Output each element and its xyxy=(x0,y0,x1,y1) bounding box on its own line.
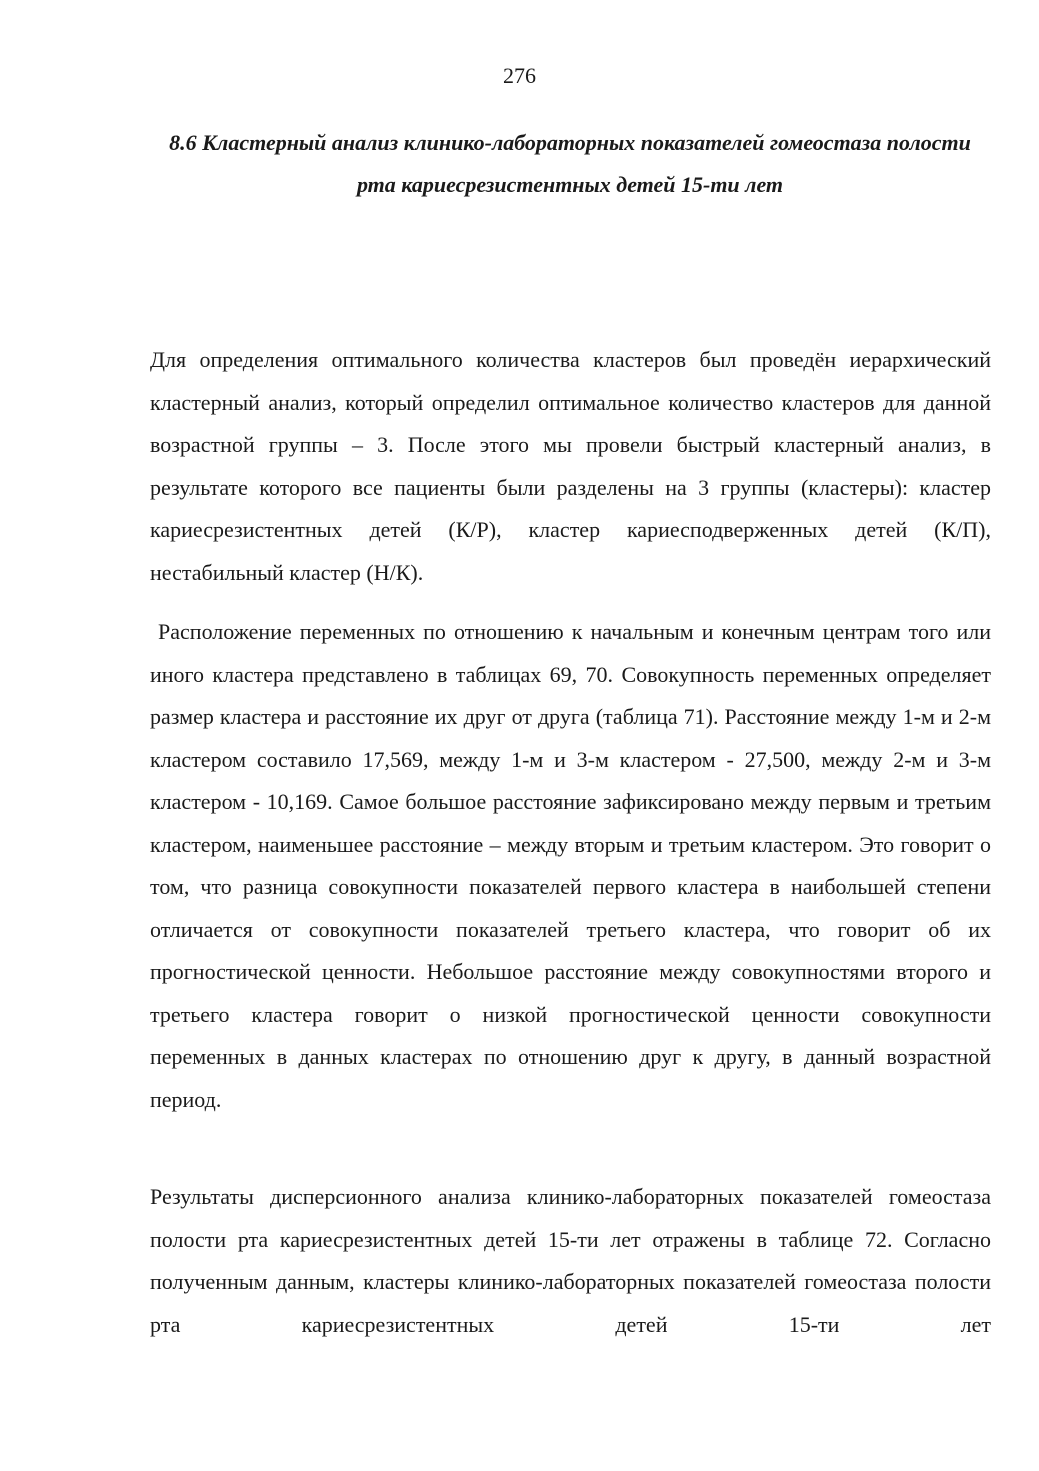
paragraph-text: Расположение переменных по отношению к начальным и конечным центрам того или иного кластера представлено в таблицах 69, 70. Совокупность переменных определяет размер кластера и расстояние их друг от друга (таблица 71). Расстояние между 1-м и 2-м кластером составило 17,569, между 1-м и 3-м кластером - 27,500, между 2-м и 3-м кластером - 10,169. Самое большое расстояние зафиксировано между первым и третьим кластером, наименьшее расстояние – между вторым и третьим кластером. Это говорит о том, что разница совокупности показателей первого кластера в наибольшей степени отличается от совокупности показателей третьего кластера, что говорит об их прогностической ценности. Небольшое расстояние между совокупностями второго и третьего кластера говорит о низкой прогностической ценности совокупности переменных в данных кластерах по отношению друг к другу, в данный возрастной период. xyxy=(150,619,997,1112)
paragraph xyxy=(150,611,997,1121)
paragraph xyxy=(150,339,991,594)
page-number: 276 xyxy=(503,63,536,88)
paragraph-text: Результаты дисперсионного анализа клинико-лабораторных показателей гомеостаза полости рта кариесрезистентных детей 15-ти лет отражены в таблице 72. Согласно полученным данным, кластеры клинико-лабораторных показателей гомеостаза полости рта кариесрезистентных детей 15-ти лет xyxy=(150,1184,991,1337)
paragraph xyxy=(150,1176,991,1346)
paragraph-text: Для определения оптимального количества кластеров был проведён иерархический кластерный анализ, который определил оптимальное количество кластеров для данной возрастной группы – 3. После этого мы провели быстрый кластерный анализ, в результате которого все пациенты были разделены на 3 группы (кластеры): кластер кариесрезистентных детей (К/Р), кластер кариесподверженных детей (К/П), нестабильный кластер (Н/К). xyxy=(150,347,991,585)
section-title: 8.6 Кластерный анализ клинико-лабораторных показателей гомеостаза полости рта кариесрезистентных детей 15-ти лет xyxy=(169,130,971,197)
